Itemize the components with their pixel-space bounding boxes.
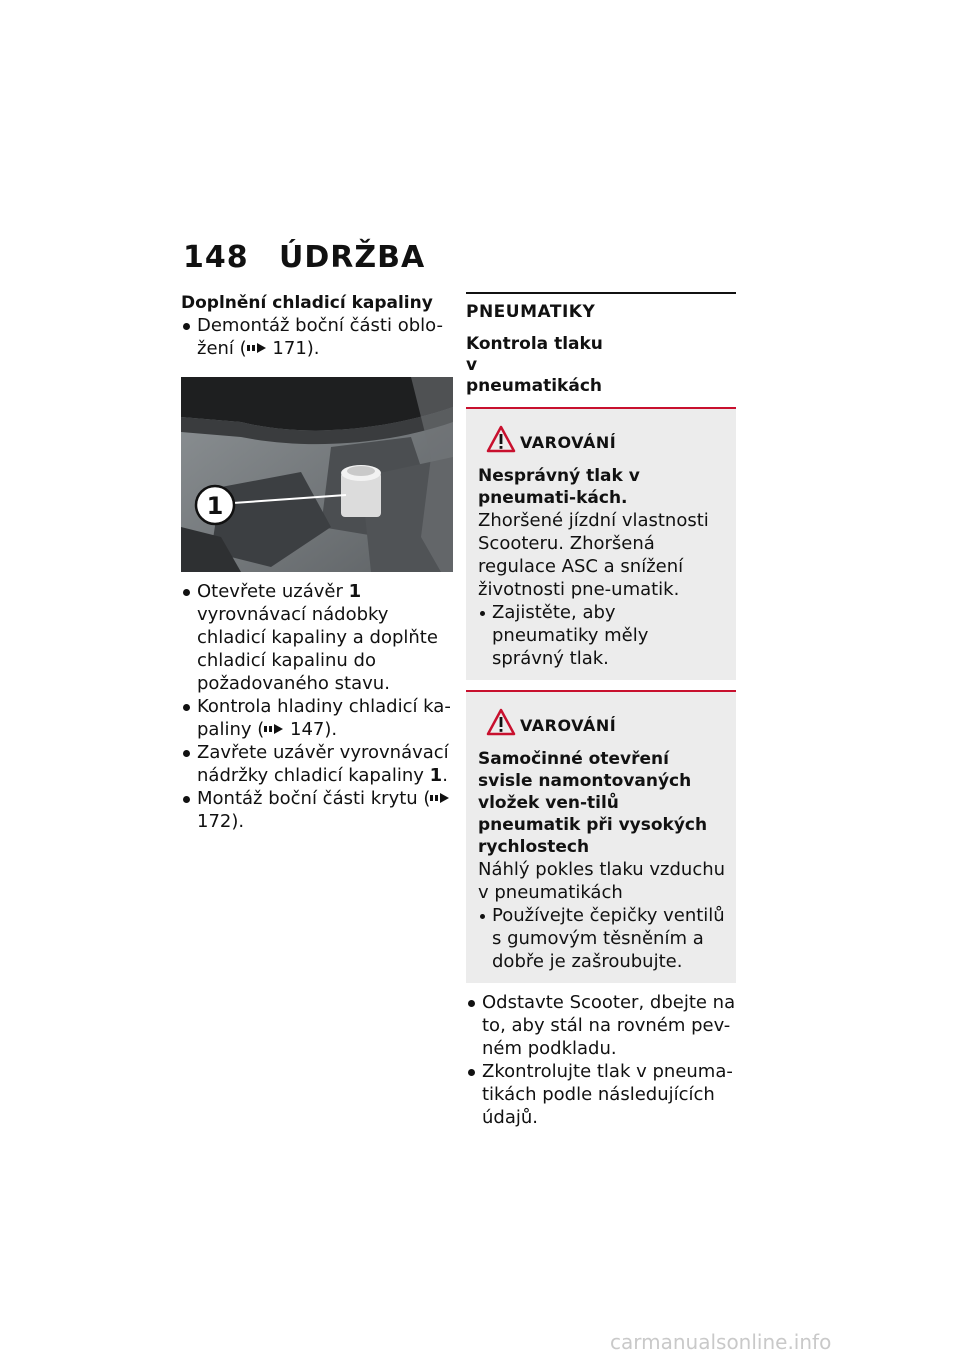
coolant-reservoir-photo bbox=[181, 377, 453, 572]
warning-title: Samočinné otevření svisle namontovaných vložek ven-tilů pneumatik při vysokých rychlostech bbox=[478, 749, 708, 857]
figure-callout: 1 bbox=[206, 492, 224, 520]
list-item: Používejte čepičky ventilů s gumovým těsněním a dobře je zašroubujte. bbox=[478, 904, 726, 973]
page-reference-arrow-icon bbox=[247, 342, 267, 354]
warning-triangle-icon bbox=[486, 708, 516, 736]
list-item: Zajistěte, aby pneumatiky měly správný tlak. bbox=[478, 601, 726, 670]
warning-bullets bbox=[478, 904, 726, 973]
warning-box-pressure bbox=[466, 407, 736, 680]
bullet-icon bbox=[480, 611, 485, 616]
bullet-icon bbox=[480, 914, 485, 919]
warning-label: VAROVÁNÍ bbox=[520, 433, 617, 452]
warning-title: Nesprávný tlak v pneumati-kách. bbox=[478, 466, 640, 508]
coolant-steps-b bbox=[181, 580, 453, 833]
bullet-icon bbox=[183, 589, 190, 596]
bullet-icon bbox=[183, 323, 190, 330]
page-reference-arrow-icon bbox=[430, 792, 450, 804]
bullet-icon bbox=[183, 750, 190, 757]
list-item: Odstavte Scooter, dbejte na to, aby stál na rovném pev-ném podkladu. bbox=[466, 991, 736, 1060]
bullet-icon bbox=[468, 1000, 475, 1007]
list-item: Kontrola hladiny chladicí ka-paliny ( 147). bbox=[181, 695, 453, 741]
warning-box-valve bbox=[466, 690, 736, 983]
section-divider bbox=[466, 292, 736, 294]
bullet-icon bbox=[468, 1069, 475, 1076]
warning-label: VAROVÁNÍ bbox=[520, 716, 617, 735]
bullet-icon bbox=[183, 796, 190, 803]
warning-text: Náhlý pokles tlaku vzduchu v pneumatikách bbox=[478, 859, 726, 903]
watermark: carmanualsonline.info bbox=[610, 1330, 832, 1354]
page-header bbox=[183, 240, 743, 280]
subsection-title: Kontrola tlaku v pneumatikách bbox=[466, 334, 603, 396]
list-item: Otevřete uzávěr 1 vyrovnávací nádobky chladicí kapaliny a doplňte chladicí kapalinu do požadovaného stavu. bbox=[181, 580, 453, 695]
bullet-icon bbox=[183, 704, 190, 711]
list-item: Montáž boční části krytu ( 172). bbox=[181, 787, 453, 833]
list-item: Demontáž boční části oblo-žení ( 171). bbox=[181, 314, 453, 360]
coolant-heading: Doplnění chladicí kapaliny bbox=[181, 293, 433, 313]
page-number: 148 bbox=[183, 240, 249, 275]
photo-illustration bbox=[181, 377, 453, 572]
page-reference[interactable]: 147 bbox=[290, 719, 325, 740]
page-reference[interactable]: 172 bbox=[197, 811, 232, 832]
chapter-title: ÚDRŽBA bbox=[279, 240, 426, 275]
list-item: Zkontrolujte tlak v pneuma-tikách podle následujících údajů. bbox=[466, 1060, 736, 1129]
tire-steps bbox=[466, 991, 736, 1129]
warning-triangle-icon bbox=[486, 425, 516, 453]
left-column bbox=[181, 292, 453, 833]
right-column bbox=[466, 292, 736, 1129]
page-reference-arrow-icon bbox=[264, 723, 284, 735]
warning-text: Zhoršené jízdní vlastnosti Scooteru. Zhoršená regulace ASC a snížení životnosti pne-umatik. bbox=[478, 510, 709, 600]
coolant-steps-a bbox=[181, 314, 453, 360]
warning-bullets bbox=[478, 601, 726, 670]
section-title: PNEUMATIKY bbox=[466, 302, 596, 322]
page-reference[interactable]: 171 bbox=[272, 338, 307, 359]
list-item: Zavřete uzávěr vyrovnávací nádržky chladicí kapaliny 1. bbox=[181, 741, 453, 787]
